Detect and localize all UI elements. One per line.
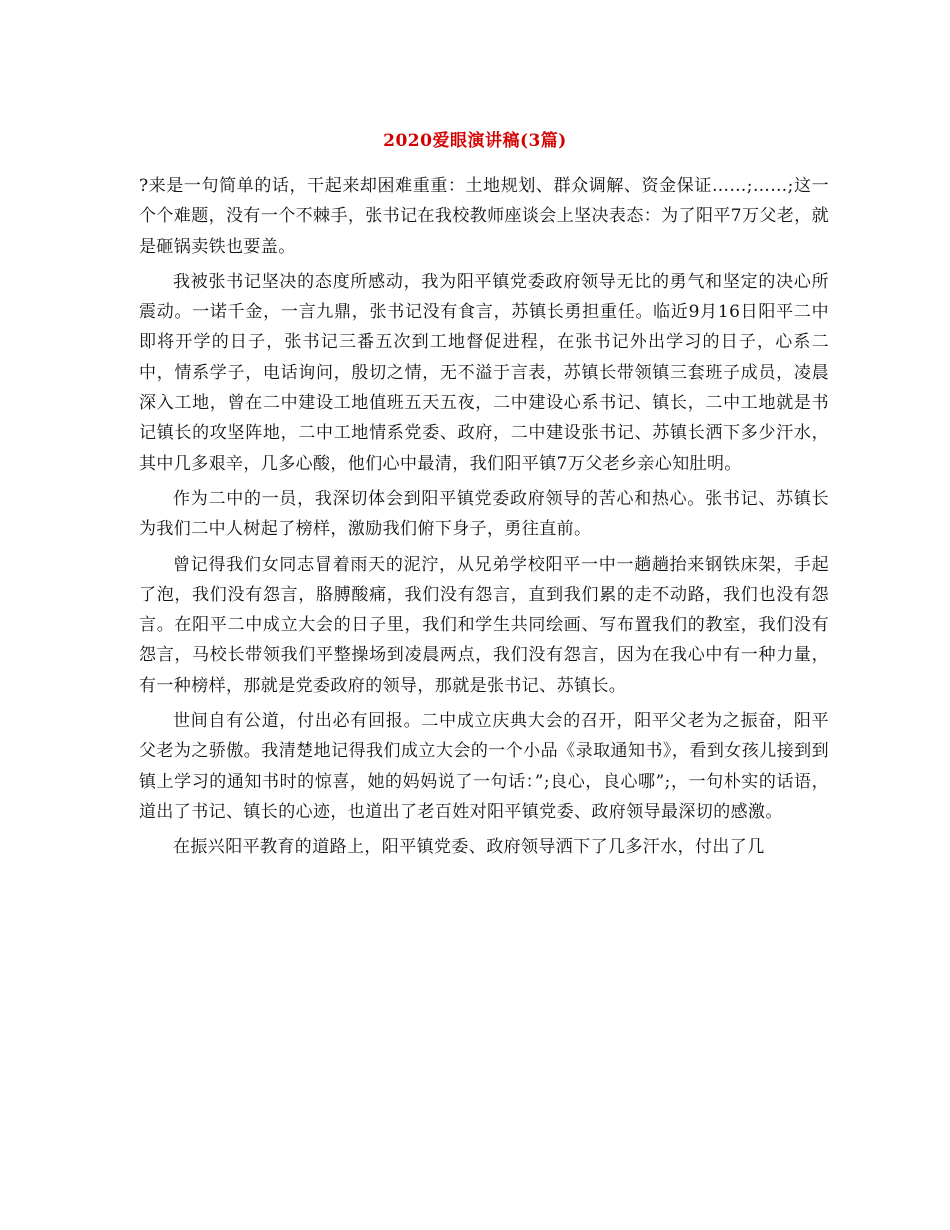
paragraph-4: 曾记得我们女同志冒着雨天的泥泞，从兄弟学校阳平一中一趟趟抬来钢铁床架，手起了泡，我们没有怨言，胳膊酸痛，我们没有怨言，直到我们累的走不动路，我们也没有怨言。在阳平二中成立大会的日子里，我们和学生共同绘画、写布置我们的教室，我们没有怨言，马校长带领我们平整操场到凌晨两点，我们没有怨言，因为在我心中有一种力量，有一种榜样，那就是党委政府的领导，那就是张书记、苏镇长。 [139,554,829,696]
paragraph-3: 作为二中的一员，我深切体会到阳平镇党委政府领导的苦心和热心。张书记、苏镇长为我们二中人树起了榜样，激励我们俯下身子，勇往直前。 [139,488,829,540]
document-body [139,171,829,868]
paragraph-5: 世间自有公道，付出必有回报。二中成立庆典大会的召开，阳平父老为之振奋，阳平父老为之骄傲。我清楚地记得我们成立大会的一个小品《录取通知书》，看到女孩儿接到到镇上学习的通知书时的惊喜，她的妈妈说了一句话：”;良心，良心哪”;，一句朴实的话语，道出了书记、镇长的心迹，也道出了老百姓对阳平镇党委、政府领导最深切的感激。 [139,711,829,822]
paragraph-6: 在振兴阳平教育的道路上，阳平镇党委、政府领导洒下了几多汗水，付出了几 [173,837,765,858]
paragraph-1: ?来是一句简单的话，干起来却困难重重：土地规划、群众调解、资金保证……;……;这一个个难题，没有一个不棘手，张书记在我校教师座谈会上坚决表态：为了阳平7万父老，就是砸锅卖铁也要盖。 [139,176,829,257]
paragraph-2: 我被张书记坚决的态度所感动，我为阳平镇党委政府领导无比的勇气和坚定的决心所震动。一诺千金，一言九鼎，张书记没有食言，苏镇长勇担重任。临近9月16日阳平二中即将开学的日子，张书记三番五次到工地督促进程，在张书记外出学习的日子，心系二中，情系学子，电话询问，殷切之情，无不溢于言表，苏镇长带领镇三套班子成员，凌晨深入工地，曾在二中建设工地值班五天五夜，二中建设心系书记、镇长，二中工地就是书记镇长的攻坚阵地，二中工地情系党委、政府，二中建设张书记、苏镇长洒下多少汗水，其中几多艰辛，几多心酸，他们心中最清，我们阳平镇7万父老乡亲心知肚明。 [139,271,829,474]
document-title: 2020爱眼演讲稿(3篇) [383,131,567,151]
